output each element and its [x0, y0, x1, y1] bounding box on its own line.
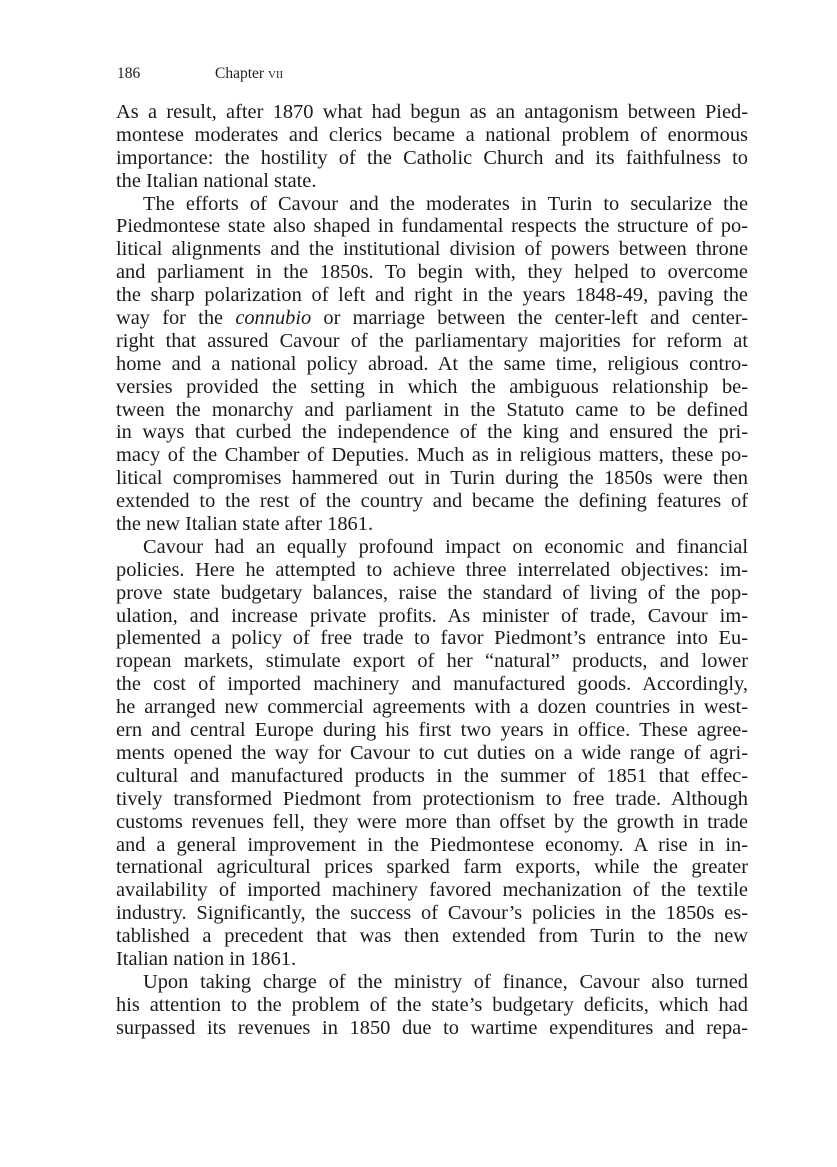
text-segment: prove state budgetary balances, raise the standard of living of the pop-: [116, 581, 748, 604]
text-segment: cultural and manufactured products in the summer of 1851 that effec-: [116, 764, 748, 787]
text-line: [116, 902, 748, 925]
text-segment: extended to the rest of the country and became the defining features of: [116, 490, 748, 513]
italic-term: connubio: [235, 307, 312, 330]
text-line: [116, 856, 748, 879]
text-segment: The efforts of Cavour and the moderates in Turin to secularize the: [143, 192, 748, 215]
text-segment: tablished a precedent that was then extended from Turin to the new: [116, 925, 748, 948]
text-segment: ments opened the way for Cavour to cut duties on a wide range of agri-: [116, 741, 748, 764]
text-line: [116, 582, 748, 605]
text-segment: versies provided the setting in which the ambiguous relationship be-: [116, 375, 748, 398]
text-line: [116, 879, 748, 902]
text-line: [116, 421, 748, 444]
text-segment: policies. Here he attempted to achieve three interrelated objectives: im-: [116, 558, 748, 581]
text-line: [116, 444, 748, 467]
text-line: [116, 238, 748, 261]
text-line: [116, 788, 748, 811]
text-segment: montese moderates and clerics became a national problem of enormous: [116, 123, 748, 146]
text-segment: availability of imported machinery favored mechanization of the textile: [116, 879, 748, 902]
text-segment: importance: the hostility of the Catholic Church and its faithfulness to: [116, 146, 748, 169]
text-line: [116, 536, 748, 559]
text-line: [116, 353, 748, 376]
text-line: [116, 124, 748, 147]
text-line: [116, 170, 748, 193]
text-segment: industry. Significantly, the success of Cavour’s policies in the 1850s es-: [116, 902, 748, 925]
text-segment: customs revenues fell, they were more than offset by the growth in trade: [116, 810, 748, 833]
text-segment: the new Italian state after 1861.: [116, 513, 374, 536]
text-segment: ulation, and increase private profits. As minister of trade, Cavour im-: [116, 604, 748, 627]
text-segment: way for the: [116, 307, 236, 330]
text-line: [116, 261, 748, 284]
text-line: [116, 1017, 748, 1040]
text-segment: surpassed its revenues in 1850 due to wartime expenditures and repa-: [116, 1016, 748, 1039]
text-segment: the Italian national state.: [116, 169, 317, 192]
text-line: [116, 101, 748, 124]
text-line: [116, 193, 748, 216]
body-text: [116, 101, 748, 1040]
text-segment: the sharp polarization of left and right in the years 1848-49, paving the: [116, 284, 748, 307]
text-segment: tween the monarchy and parliament in the Statuto came to be defined: [116, 398, 748, 421]
text-line: [116, 399, 748, 422]
text-line: [116, 490, 748, 513]
text-segment: right that assured Cavour of the parliamentary majorities for reform at: [116, 329, 748, 352]
text-segment: litical alignments and the institutional division of powers between throne: [116, 238, 748, 261]
text-segment: home and a national policy abroad. At the same time, religious contro-: [116, 352, 748, 375]
text-segment: As a result, after 1870 what had begun as an antagonism between Pied-: [116, 101, 748, 123]
running-head: [117, 65, 284, 83]
text-segment: litical compromises hammered out in Turin during the 1850s were then: [116, 467, 748, 490]
text-segment: ropean markets, stimulate export of her “natural” products, and lower: [116, 650, 748, 673]
text-line: [116, 330, 748, 353]
text-segment: or marriage between the center-left and center-: [311, 307, 748, 330]
text-line: [116, 925, 748, 948]
text-line: [116, 513, 748, 536]
text-line: [116, 994, 748, 1017]
text-line: [116, 147, 748, 170]
page-number: 186: [117, 65, 141, 82]
text-segment: macy of the Chamber of Deputies. Much as in religious matters, these po-: [116, 444, 748, 467]
text-line: [116, 673, 748, 696]
text-segment: Piedmontese state also shaped in fundamental respects the structure of po-: [116, 215, 748, 238]
text-segment: Italian nation in 1861.: [116, 947, 297, 970]
text-line: [116, 605, 748, 628]
text-line: [116, 742, 748, 765]
text-segment: Cavour had an equally profound impact on economic and financial: [143, 535, 748, 558]
text-line: [116, 696, 748, 719]
text-segment: and a general improvement in the Piedmontese economy. A rise in in-: [116, 833, 748, 856]
text-line: [116, 719, 748, 742]
text-segment: he arranged new commercial agreements with a dozen countries in west-: [116, 696, 748, 719]
text-segment: ern and central Europe during his first two years in office. These agree-: [116, 719, 748, 742]
text-line: [116, 215, 748, 238]
text-line: [116, 765, 748, 788]
text-line: [116, 307, 748, 330]
text-line: [116, 811, 748, 834]
text-segment: plemented a policy of free trade to favor Piedmont’s entrance into Eu-: [116, 627, 748, 650]
text-line: [116, 627, 748, 650]
text-line: [116, 971, 748, 994]
text-line: [116, 834, 748, 857]
chapter-label: Chapter vii: [215, 65, 284, 82]
text-line: [116, 948, 748, 971]
text-line: [116, 284, 748, 307]
text-line: [116, 650, 748, 673]
text-line: [116, 376, 748, 399]
text-segment: his attention to the problem of the state’s budgetary deficits, which had: [116, 993, 748, 1016]
text-segment: ternational agricultural prices sparked farm exports, while the greater: [116, 856, 748, 879]
text-line: [116, 559, 748, 582]
text-segment: the cost of imported machinery and manufactured goods. Accordingly,: [116, 673, 748, 696]
text-segment: Upon taking charge of the ministry of finance, Cavour also turned: [143, 970, 748, 993]
text-segment: tively transformed Piedmont from protectionism to free trade. Although: [116, 787, 748, 810]
text-segment: and parliament in the 1850s. To begin with, they helped to overcome: [116, 261, 748, 284]
text-segment: in ways that curbed the independence of the king and ensured the pri-: [116, 421, 748, 444]
text-line: [116, 467, 748, 490]
